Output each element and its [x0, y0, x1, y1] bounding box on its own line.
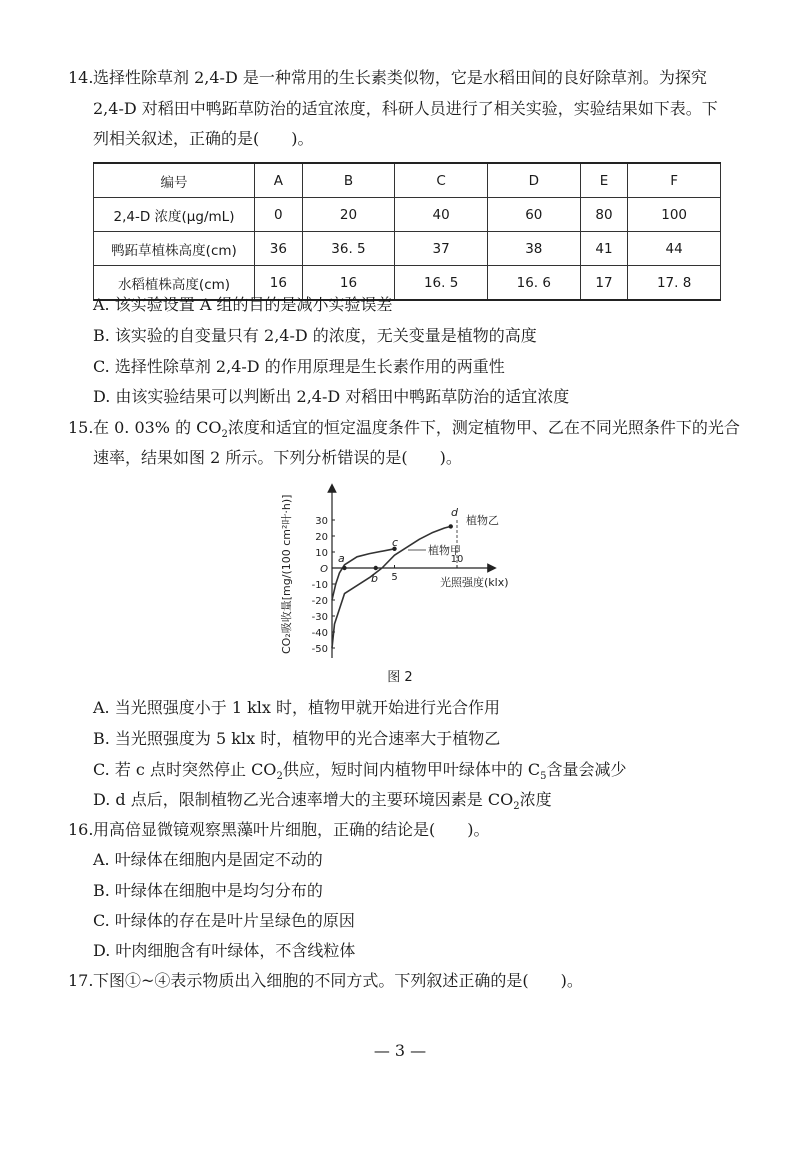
q15-option-c [93, 759, 627, 788]
photosynthesis-chart [270, 478, 530, 678]
table-cell: 17. 8 [628, 266, 721, 301]
point-label-c: c [392, 536, 399, 549]
table-cell: 36. 5 [302, 232, 395, 266]
q17-number: 17. [68, 971, 94, 990]
chart-xlabel: 光照强度(klx) [440, 576, 509, 589]
x-tick-label: 10 [450, 554, 464, 565]
subscript: 2 [513, 801, 520, 813]
q15-option-a: A. 当光照强度小于 1 klx 时，植物甲就开始进行光合作用 [93, 698, 501, 717]
chart-point [449, 524, 453, 528]
table-cell: 38 [487, 232, 580, 266]
q14-stem-line1: 选择性除草剂 2,4-D 是一种常用的生长素类似物，它是水稻田间的良好除草剂。为探究 [93, 68, 707, 87]
x-tick-label: 5 [391, 572, 398, 583]
q14-option-b: B. 该实验的自变量只有 2,4-D 的浓度，无关变量是植物的高度 [93, 326, 537, 345]
q15-stem-line2: 速率，结果如图 2 所示。下列分析错误的是( )。 [93, 448, 462, 467]
table-cell: 16. 6 [487, 266, 580, 301]
table-row [94, 198, 721, 232]
q16-option-c: C. 叶绿体的存在是叶片呈绿色的原因 [93, 911, 355, 930]
q16-number: 16. [68, 820, 94, 839]
table-cell: 60 [487, 198, 580, 232]
figure-caption: 图 2 [387, 670, 413, 685]
q16-option-b: B. 叶绿体在细胞中是均匀分布的 [93, 881, 323, 900]
table-header-cell: F [628, 163, 721, 198]
point-label-d: d [451, 506, 458, 519]
table-header-cell: C [395, 163, 488, 198]
q14-option-a: A. 该实验设置 A 组的目的是减小实验误差 [93, 295, 393, 314]
q14-stem-line2: 2,4-D 对稻田中鸭跖草防治的适宜浓度，科研人员进行了相关实验，实验结果如下表。下 [93, 99, 718, 118]
y-tick-label: 20 [315, 532, 328, 543]
table-header-cell: 编号 [94, 163, 255, 198]
q16-option-a: A. 叶绿体在细胞内是固定不动的 [93, 850, 323, 869]
table-cell: 16 [302, 266, 395, 301]
y-tick-label: -50 [311, 644, 328, 655]
table-cell: 41 [580, 232, 628, 266]
q15-option-text: 供应，短时间内植物甲叶绿体中的 C [282, 760, 541, 779]
y-tick-label: -20 [311, 596, 328, 607]
q14-number: 14. [68, 68, 94, 87]
table-cell: 0 [255, 198, 303, 232]
chart-point [374, 566, 378, 570]
q16-option-d: D. 叶肉细胞含有叶绿体，不含线粒体 [93, 941, 356, 960]
subscript: 5 [540, 771, 547, 783]
q14-stem-line3: 列相关叙述，正确的是( )。 [93, 129, 314, 148]
q14-option-c: C. 选择性除草剂 2,4-D 的作用原理是生长素作用的两重性 [93, 357, 505, 376]
q15-number: 15. [68, 418, 94, 437]
q15-option-text: D. d 点后，限制植物乙光合速率增大的主要环境因素是 CO [93, 790, 514, 809]
table-cell: 40 [395, 198, 488, 232]
page-number: — 3 — [373, 1041, 427, 1060]
table-cell: 2,4-D 浓度(μg/mL) [94, 198, 255, 232]
q15-option-text: 含量会减少 [546, 760, 627, 779]
table-header-cell: B [302, 163, 395, 198]
y-tick-label: -40 [311, 628, 328, 639]
y-tick-label: O [320, 564, 328, 575]
table-cell: 37 [395, 232, 488, 266]
point-label-b: b [371, 572, 378, 585]
y-tick-label: 10 [315, 548, 328, 559]
q15-stem-text: 浓度和适宜的恒定温度条件下，测定植物甲、乙在不同光照条件下的光合 [227, 418, 740, 437]
y-tick-label: -10 [311, 580, 328, 591]
table-header-cell: E [580, 163, 628, 198]
y-tick-label: -30 [311, 612, 328, 623]
q15-stem-text: 在 0. 03% 的 CO [93, 418, 222, 437]
table-cell: 水稻植株高度(cm) [94, 266, 255, 301]
experiment-table [93, 162, 721, 301]
point-label-a: a [338, 552, 345, 565]
q15-option-text: C. 若 c 点时突然停止 CO [93, 760, 277, 779]
table-header-cell: A [255, 163, 303, 198]
chart-point [342, 566, 346, 570]
table-header-cell: D [487, 163, 580, 198]
y-tick-label: 30 [315, 516, 328, 527]
table-header-row [94, 163, 721, 198]
series-label-yi: 植物乙 [466, 514, 499, 527]
q15-option-d [93, 789, 552, 818]
q17-stem: 下图①~④表示物质出入细胞的不同方式。下列叙述正确的是( )。 [93, 971, 583, 990]
table-cell: 44 [628, 232, 721, 266]
q15-stem-line1 [93, 417, 740, 446]
table-cell: 16 [255, 266, 303, 301]
q16-stem: 用高倍显微镜观察黑藻叶片细胞，正确的结论是( )。 [93, 820, 490, 839]
table-cell: 20 [302, 198, 395, 232]
q15-option-text: 浓度 [519, 790, 552, 809]
table-cell: 鸭跖草植株高度(cm) [94, 232, 255, 266]
q15-option-b: B. 当光照强度为 5 klx 时，植物甲的光合速率大于植物乙 [93, 729, 501, 748]
table-cell: 36 [255, 232, 303, 266]
subscript: 2 [276, 771, 283, 783]
table-cell: 16. 5 [395, 266, 488, 301]
subscript: 2 [221, 429, 228, 441]
table-cell: 80 [580, 198, 628, 232]
q14-option-d: D. 由该实验结果可以判断出 2,4-D 对稻田中鸭跖草防治的适宜浓度 [93, 387, 570, 406]
table-cell: 17 [580, 266, 628, 301]
series-label-jia: 植物甲 [428, 544, 461, 557]
table-cell: 100 [628, 198, 721, 232]
table-row [94, 232, 721, 266]
chart-ylabel: CO₂吸收量[mg/(100 cm²叶·h)] [280, 494, 293, 654]
